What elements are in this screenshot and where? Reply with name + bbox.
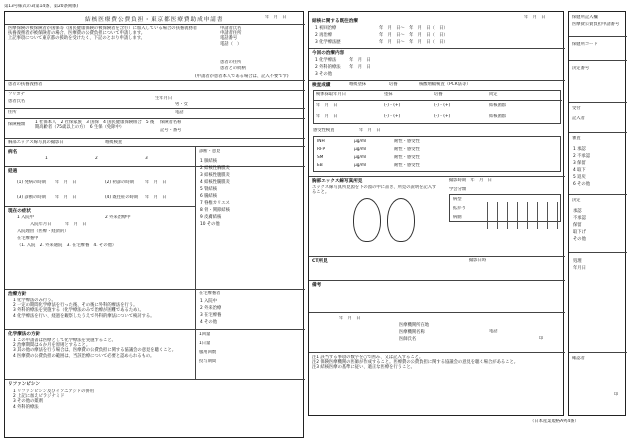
sign-date[interactable]: 年 月 日	[339, 316, 361, 321]
onset-date-4[interactable]: 年 月 日	[145, 195, 167, 200]
doctor-stamp: 印	[539, 336, 544, 341]
sidebar	[568, 11, 626, 416]
status-sub-2: 在宅療養中	[17, 236, 39, 241]
onset-date-3[interactable]: 年 月 日	[55, 195, 77, 200]
xray-note: エックス線写真所見図を下の図の中に書き、所見の説明を記入すること。	[312, 185, 437, 196]
admit-date[interactable]: 年 月 日	[65, 222, 87, 227]
section2-header: 今回の治療内容	[312, 51, 345, 56]
sens-drug-1: INH	[317, 139, 325, 144]
left-lung-outline	[387, 198, 415, 242]
divider	[569, 102, 627, 103]
current-status-header: 現在の症状	[8, 209, 31, 214]
address-label: 住所	[8, 110, 17, 115]
insurance-label: 保険種類	[8, 122, 26, 127]
drug-dose-3: 服用回数	[199, 350, 217, 355]
sens-result-3[interactable]: 耐性・感受性	[394, 155, 420, 160]
divider	[569, 352, 627, 353]
onset-date-1[interactable]: 年 月 日	[55, 180, 77, 185]
sens-drug-4: EB	[317, 163, 323, 168]
status-list: （1. 入院 2. 外来通院 3. 在宅療養 4. その他）	[17, 243, 117, 248]
phone-label: 電話	[175, 110, 184, 115]
admit-label: 入院年月日	[30, 222, 52, 227]
divider	[309, 280, 565, 281]
form-number: 第13号様式の3(第14条、第20条関係)	[4, 4, 79, 9]
patient-address-label: 患者の住所	[220, 60, 242, 65]
onset-header: 経過	[8, 169, 18, 174]
sidebar-decide-list[interactable]: 承認 不承認 保留 取下げ その他	[573, 209, 586, 242]
onset-date-2[interactable]: 年 月 日	[145, 180, 167, 185]
divider	[309, 80, 565, 81]
sens-drug-2: RFP	[317, 147, 326, 152]
sidebar-checks[interactable]: 1 承認 2 不承認 3 保留 4 取下 5 返戻 6 その他	[573, 147, 590, 187]
divider	[309, 352, 565, 353]
sidebar-process-list: 処理 年月日	[573, 259, 586, 271]
pcr-label: 核酸増幅検査（PCR法等）	[419, 82, 471, 87]
divider	[569, 132, 627, 133]
ct-date-label: 撮影日時	[469, 258, 487, 263]
exam-r1-c4[interactable]: 結核菌群	[489, 103, 507, 108]
sens-header: 感受性検査	[313, 128, 335, 133]
sex-options[interactable]: 男・女	[175, 102, 188, 107]
treatment-header: 治療方針	[8, 292, 27, 297]
right-date: 年 月 日	[524, 15, 546, 20]
dob-label: 生年月日	[155, 96, 173, 101]
lab-table	[449, 194, 561, 222]
lung-diagram[interactable]	[349, 196, 419, 246]
applicant-notes: 医療保険の被保険者が国保等（国民健康保険の被保険者を含む）に加入している場合の扶養義務者 扶養義務者が被保険者の場合、医療費の公費負担について申請します。 上記事項について東京都の援助を受けたく、下記のとおり申請します。	[8, 26, 198, 42]
exam-r1-c3[interactable]: (-)・(+)	[434, 103, 451, 108]
divider	[5, 138, 305, 139]
drugs-header: リファンピシン	[8, 382, 40, 387]
insurance-options[interactable]: 1 社保本人 2 社保家族 3 国保 4 国民健康保険組合 5 後期高齢者（75歳以上の方） 6 生保（免除中）	[35, 120, 155, 131]
relation-label: 患者との続柄	[220, 66, 246, 71]
side-col-list[interactable]: 1 入院中 2 外来治療 3 在宅療養 4 その他	[200, 299, 222, 325]
xray-date[interactable]: 撮影時期 年 月 日	[449, 178, 492, 183]
exam-r2-c1[interactable]: 年 月 日	[316, 114, 338, 119]
sidebar-sub: 医療費公費負担申請番号	[572, 22, 620, 27]
exam-r1-c2[interactable]: (-)・(+)	[384, 103, 401, 108]
drug-dose-col	[195, 329, 305, 379]
lab-header: 学会分類	[449, 187, 467, 192]
remark-header: 備考	[312, 283, 322, 288]
sidebar-label-decide: 決定	[572, 198, 581, 203]
sidebar-confirm-label: 確認者	[572, 356, 585, 361]
side-col-header: 在宅療養者	[199, 291, 221, 296]
footnotes: 注1 該当する事項の数字を○で囲み、又は記入すること。 注2 保険医療機関の医師が作成すること。医療費の公費負担に関する協議会の意見を聴く場合があること。 注3 結核医療の基準に従い、適正な医療を行うこと。	[312, 355, 519, 371]
exam-th-3: 培養	[434, 92, 443, 97]
disease-item-3: 3	[145, 156, 148, 161]
divider	[309, 256, 565, 257]
header-date: 年 月 日	[265, 15, 287, 20]
drug-dose-4: 投与期間	[199, 359, 217, 364]
furigana-label: フリガナ	[8, 92, 25, 97]
xray-date-header: 胸部エックス線写真の撮影日	[8, 140, 64, 145]
middle-column	[195, 146, 305, 289]
section3-header: 検査成績	[312, 83, 331, 88]
drug-lines[interactable]: 1 リファンピシン及びイソニアジドの併用 2 上記に加えピラジナミド 3 その他の薬剤 4 外科的療法	[13, 389, 94, 410]
divider	[314, 100, 562, 101]
divider	[5, 379, 305, 380]
sens-conc-3[interactable]: μg/ml	[354, 155, 367, 160]
divider	[569, 60, 627, 61]
exam-th-1: 検体採取年月日	[316, 92, 347, 97]
onset-row-3: (3) 診断の時期	[17, 195, 46, 200]
disease-header: 病名	[8, 150, 18, 155]
publisher-note: （日本産業規格A列4番）	[530, 419, 579, 424]
section2-rows[interactable]: 1 化学療法 年 月 日 2 外科的療法 年 月 日 3 その他	[315, 58, 371, 77]
exam-th-4: 同定	[489, 92, 498, 97]
side-status-col	[195, 289, 305, 329]
sidebar-label-writer: 記入者	[572, 116, 585, 121]
exam-r2-c3[interactable]: (-)・(+)	[434, 114, 451, 119]
page-title: 結核医療費公費負担・東京都医療費助成申請書	[85, 17, 224, 23]
lab-row-2: 拡がり	[453, 206, 466, 211]
divider	[5, 80, 305, 81]
sputum-header: 喀痰検査	[105, 140, 123, 145]
exam-table	[313, 90, 561, 124]
divider	[309, 176, 565, 177]
sidebar-label-receipt: 受付	[572, 106, 581, 111]
symbol-label: 記号・番号	[160, 128, 182, 133]
onset-row-2: (2) 初診の時期	[105, 180, 134, 185]
sputum-smear-label: 喀痰塗抹	[349, 82, 367, 87]
sens-conc-4[interactable]: μg/ml	[354, 163, 367, 168]
section1-years[interactable]: 年 月 日～ 年 月 日（ 日） 年 月 日～ 年 月 日（ 日） 年 月 日～ 年 月 日（ 日）	[379, 26, 448, 45]
doctor-phone-label: 電話	[489, 329, 498, 334]
doctor-lines[interactable]: 医療機関所在地 医療機関名称 医師氏名	[399, 323, 430, 342]
patient-name-label: 患者氏名	[8, 99, 26, 104]
divider	[5, 90, 305, 91]
status-row-2[interactable]: 2 外来治療中	[105, 215, 131, 220]
exam-th-2: 塗抹	[384, 92, 393, 97]
right-page	[308, 11, 564, 416]
sidebar-label-review: 審査	[572, 136, 581, 141]
divider	[569, 36, 627, 37]
xray-section-header: 胸部エックス線写真所見	[312, 179, 363, 184]
divider	[309, 48, 565, 49]
divider	[5, 24, 305, 25]
divider	[309, 312, 565, 313]
divider	[569, 252, 627, 253]
sens-conc-1[interactable]: μg/ml	[354, 139, 367, 144]
divider	[5, 108, 305, 109]
disease-item-2: 2	[95, 156, 98, 161]
sens-table	[313, 136, 561, 172]
sens-drug-3: SM	[317, 155, 324, 160]
category-header: 診断・意見	[199, 149, 221, 154]
lab-row-3: 病側	[453, 215, 462, 220]
sens-result-2[interactable]: 耐性・感受性	[394, 147, 420, 152]
drug-dose-2: 1日量	[199, 341, 211, 346]
exam-r2-c4[interactable]: 結核菌群	[489, 114, 507, 119]
divider	[5, 206, 195, 207]
right-lung-outline	[353, 198, 381, 242]
status-row-1[interactable]: 1 入院中	[17, 215, 34, 220]
sidebar-header: 保健所記入欄	[572, 15, 598, 20]
left-page	[4, 11, 304, 438]
sens-conc-2[interactable]: μg/ml	[354, 147, 367, 152]
applicant-fields: 申請者氏名 申請者住所 電話番号 電話（ ）	[220, 26, 242, 47]
sens-result-1[interactable]: 耐性・感受性	[394, 139, 420, 144]
sidebar-label-decision: 決定番号	[572, 66, 590, 71]
disease-item-1: 1	[45, 156, 48, 161]
stamp-note: (申請者が患者本人である場合は、記入不要です)	[195, 74, 289, 79]
sens-result-4[interactable]: 耐性・感受性	[394, 163, 420, 168]
insurer-label: 保険者名称	[160, 120, 182, 125]
drug-dose-1: 1回量	[199, 332, 211, 337]
onset-row-4: (4) 既往症の時期	[105, 195, 139, 200]
section1-rows[interactable]: 1 初回治療 2 再治療 3 化学療法歴	[315, 26, 341, 45]
exam-r1-c1[interactable]: 年 月 日	[316, 103, 338, 108]
sidebar-label-code: 保健所コード	[572, 42, 598, 47]
divider	[5, 118, 305, 119]
category-list[interactable]: 1 肺結核 2 結核性胸膜炎 3 結核性腹膜炎 4 結核性髄膜炎 5 腎結核 6 腸結核 7 脊椎カリエス 8 骨・関節結核 9 皮膚結核 10 その他	[200, 159, 230, 227]
treatment-lines[interactable]: 1 化学療法のみ行う。 2 一定の期間化学療法を行った後、その後に外科的療法を行う。 3 外科的療法を実施する（化学療法のみで治療が困難であるため）。 4 化学療法を行い、経過を観察したうえで外科的療法について検討する。	[13, 298, 155, 319]
lab-row-1: 病型	[453, 197, 462, 202]
divider	[569, 194, 627, 195]
exam-r2-c2[interactable]: (-)・(+)	[384, 114, 401, 119]
culture-label: 培養	[389, 82, 398, 87]
sens-date[interactable]: 年 月 日	[359, 128, 381, 133]
section1-header: 結核に関する既往治療	[312, 19, 358, 24]
lab-cells-3[interactable]	[478, 214, 558, 233]
sidebar-stamp: 印	[614, 392, 619, 397]
chemo-header: 化学療法の方針	[8, 332, 41, 337]
guardian-label: 患者の扶養義務者	[8, 82, 43, 87]
chemo-lines: 1 この申請書は医療として化学療法を実施すること。 2 治療期間は６か月を原則とすること。 3 其の他の療法を行う場合は、医療費の公費負担に関する協議会の意見を聴くこと。 4 医療費の公費負担の範囲は、当該治療について必要と認められるもの。	[13, 338, 177, 359]
onset-row-1: (1) 発病の時期	[17, 180, 46, 185]
status-sub-1: 入院理由（医療・経済的）	[17, 229, 69, 234]
ct-section-header: CT所見	[312, 259, 328, 264]
